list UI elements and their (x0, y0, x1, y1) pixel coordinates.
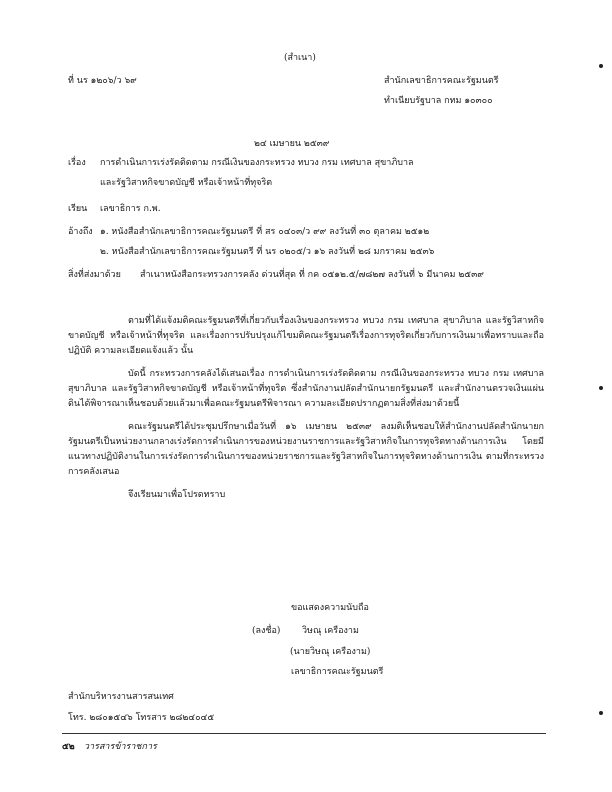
page-number: ๕๒ (62, 742, 75, 752)
journal-name: วารสารข้าราชการ (84, 742, 157, 752)
footer-divider (62, 733, 546, 734)
signed-name: วิษณุ เครืองาม (302, 626, 359, 636)
office-name: สำนักเลขาธิการคณะรัฐมนตรี (384, 76, 499, 86)
recipient-value: เลขาธิการ ก.พ. (100, 204, 161, 214)
body-text (68, 314, 544, 503)
recipient-label: เรียน (68, 204, 88, 214)
closing-phrase: ขอแสดงความนับถือ (291, 603, 369, 613)
subject-line-2: และรัฐวิสาหกิจขาดบัญชี หรือเจ้าหน้าที่ทุจริต (100, 178, 273, 188)
office-address: ทำเนียบรัฐบาล กทม ๑๐๓๐๐ (384, 96, 493, 106)
enclosure-value: สำเนาหนังสือกระทรวงการคลัง ด่วนที่สุด ที่ กค ๐๕๑๒.๕/๗๘๒๗ ลงวันที่ ๖ มีนาคม ๒๕๓๙ (140, 270, 484, 280)
binder-hole-top (599, 64, 603, 68)
reference-item-2: ๒. หนังสือสำนักเลขาธิการคณะรัฐมนตรี ที่ นร ๐๒๐๕/ว ๑๖ ลงวันที่ ๒๘ มกราคม ๒๕๓๖ (100, 247, 435, 257)
binder-hole-bottom (599, 711, 603, 715)
body-paragraph-1: ตามที่ได้แจ้งมติคณะรัฐมนตรีที่เกี่ยวกับเรื่องเงินของกระทรวง ทบวง กรม เทศบาล สุขาภิบาล และรัฐวิสาหกิจขาดบัญชี หรือเจ้าหน้าที่ทุจริต และเรื่องการปรับปรุงแก้ไขมติคณะรัฐมนตรีเรื่องการทุจริตเกี่ยวกับการเงินมาเพื่อทราบและถือปฏิบัติ ความละเอียดแจ้งแล้ว นั้น (68, 316, 544, 356)
enclosure-label: สิ่งที่ส่งมาด้วย (68, 270, 121, 280)
body-paragraph-2: บัดนี้ กระทรวงการคลังได้เสนอเรื่อง การดำเนินการเร่งรัดติดตาม กรณีเงินของกระทรวง ทบวง กรม เทศบาล สุขาภิบาล และรัฐวิสาหกิจขาดบัญชี หรือเจ้าหน้าที่ทุจริต ซึ่งสำนักงานปลัดสำนักนายกรัฐมนตรี และสำนักงานตรวจเงินแผ่นดินได้พิจารณาเห็นชอบด้วยแล้วมาเพื่อคณะรัฐมนตรีพิจารณา ความละเอียดปรากฏตามสิ่งที่ส่งมาด้วยนี้ (68, 369, 544, 409)
subject-label: เรื่อง (68, 158, 86, 168)
body-paragraph-4: จึงเรียนมาเพื่อโปรดทราบ (128, 490, 226, 500)
signed-label: (ลงชื่อ) (252, 626, 281, 636)
signatory-position: เลขาธิการคณะรัฐมนตรี (291, 667, 384, 677)
document-number: ที่ นร ๑๒๐๖/ว ๖๙ (68, 76, 137, 86)
reference-item-1: ๑. หนังสือสำนักเลขาธิการคณะรัฐมนตรี ที่ สร ๐๔๐๓/ว ๙๙ ลงวันที่ ๓๐ ตุลาคม ๒๕๑๒ (100, 227, 430, 237)
body-paragraph-3: คณะรัฐมนตรีได้ประชุมปรึกษาเมื่อวันที่ ๑๖ เมษายน ๒๕๓๙ ลงมติเห็นชอบให้สำนักงานปลัดสำนักนายกรัฐมนตรีเป็นหน่วยงานกลางเร่งรัดการดำเนินการของหน่วยงานราชการและรัฐวิสาหกิจในการทุจริตทางด้านการเงิน โดยมีแนวทางปฏิบัติงานในการเร่งรัดการดำเนินการของหน่วยราชการและรัฐวิสาหกิจในการทุจริตทางด้านการเงิน ตามที่กระทรวงการคลังเสนอ (68, 422, 544, 477)
subject-line-1: การดำเนินการเร่งรัดติดตาม กรณีเงินของกระทรวง ทบวง กรม เทศบาล สุขาภิบาล (100, 158, 414, 168)
footer-department: สำนักบริหารงานสารสนเทศ (68, 692, 174, 702)
signatory-full-name: (นายวิษณุ เครืองาม) (290, 647, 371, 657)
letter-date: ๒๔ เมษายน ๒๕๓๙ (254, 139, 330, 149)
footer-phone: โทร. ๒๘๐๑๕๔๖ โทรสาร ๒๘๒๔๐๔๕ (68, 713, 215, 723)
reference-label: อ้างถึง (68, 227, 93, 237)
copy-mark: (สำเนา) (284, 53, 316, 63)
binder-hole-middle (599, 386, 603, 390)
